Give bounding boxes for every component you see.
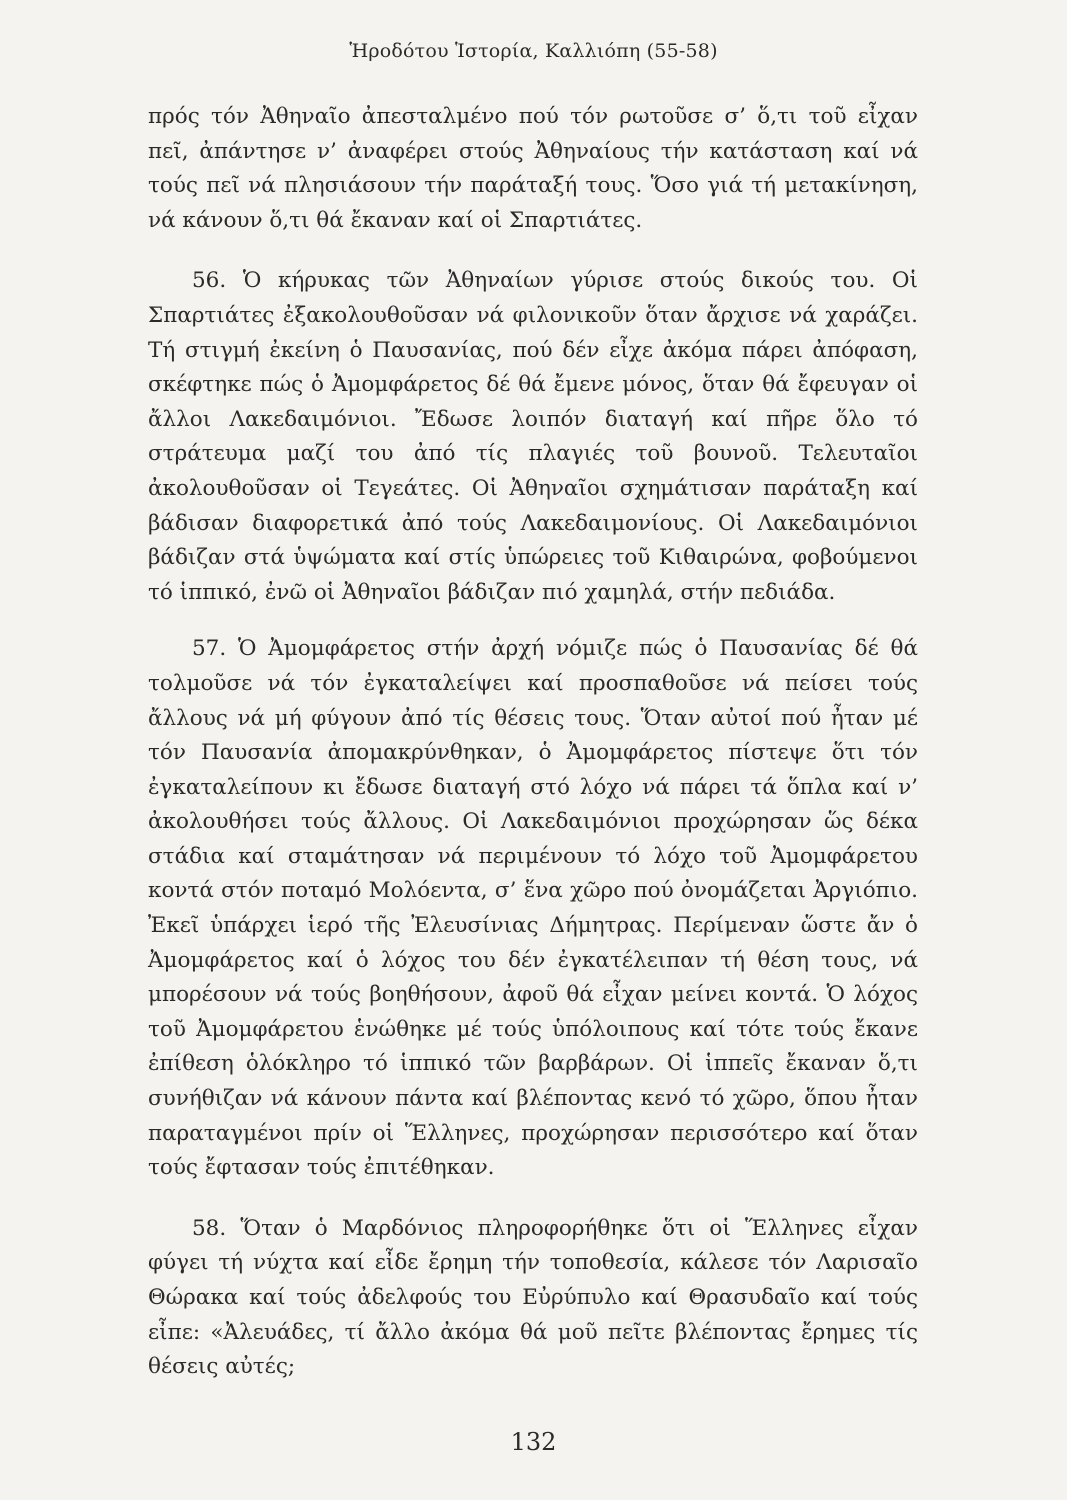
paragraph-55-continuation: πρός τόν Ἀθηναῖο ἀπεσταλμένο πού τόν ρωτοῦσε σ’ ὅ,τι τοῦ εἶχαν πεῖ, ἀπάντησε ν’ ἀναφέρει στούς Ἀθηναίους τήν κατάσταση καί νά τούς πεῖ νά πλησιάσουν τήν παράταξή τους. Ὅσο γιά τή μετακίνηση, νά κάνουν ὅ,τι θά ἔκαναν καί οἱ Σπαρτιάτες. <box>148 104 918 233</box>
paragraph-58: 58. Ὅταν ὁ Μαρδόνιος πληροφορήθηκε ὅτι οἱ Ἕλληνες εἶχαν φύγει τή νύχτα καί εἶδε ἔρημη τήν τοποθεσία, κάλεσε τόν Λαρισαῖο Θώρακα καί τούς ἀδελφούς του Εὐρύπυλο καί Θρασυδαῖο καί τούς εἶπε: «Ἀλευάδες, τί ἄλλο ἀκόμα θά μοῦ πεῖτε βλέποντας ἔρημες τίς θέσεις αὐτές; <box>148 1215 918 1380</box>
paragraph-56: 56. Ὁ κήρυκας τῶν Ἀθηναίων γύρισε στούς δικούς του. Οἱ Σπαρτιάτες ἐξακολουθοῦσαν νά φιλονικοῦν ὅταν ἄρχισε νά χαράζει. Τή στιγμή ἐκείνη ὁ Παυσανίας, πού δέν εἶχε ἀκόμα πάρει ἀπόφαση, σκέφτηκε πώς ὁ Ἀμομφάρετος δέ θά ἔμενε μόνος, ὅταν θά ἔφευγαν οἱ ἄλλοι Λακεδαιμόνιοι. Ἔδωσε λοιπόν διαταγή καί πῆρε ὅλο τό στράτευμα μαζί του ἀπό τίς πλαγιές τοῦ βουνοῦ. Τελευταῖοι ἀκολουθοῦσαν οἱ Τεγεάτες. Οἱ Ἀθηναῖοι σχημάτισαν παράταξη καί βάδισαν διαφορετικά ἀπό τούς Λακεδαιμονίους. Οἱ Λακεδαιμόνιοι βάδιζαν στά ὑψώματα καί στίς ὑπώρειες τοῦ Κιθαιρώνα, φοβούμενοι τό ἱππικό, ἐνῶ οἱ Ἀθηναῖοι βάδιζαν πιό χαμηλά, στήν πεδιάδα. <box>148 268 918 605</box>
body-text <box>148 100 918 1385</box>
page-number: 132 <box>510 1428 557 1456</box>
running-head-title: Ἡροδότου Ἱστορία, Καλλιόπη (55-58) <box>349 40 718 62</box>
paragraph-57: 57. Ὁ Ἀμομφάρετος στήν ἀρχή νόμιζε πώς ὁ Παυσανίας δέ θά τολμοῦσε νά τόν ἐγκαταλείψει καί προσπαθοῦσε νά πείσει τούς ἄλλους νά μή φύγουν ἀπό τίς θέσεις τους. Ὅταν αὐτοί πού ἦταν μέ τόν Παυσανία ἀπομακρύνθηκαν, ὁ Ἀμομφάρετος πίστεψε ὅτι τόν ἐγκαταλείπουν κι ἔδωσε διαταγή στό λόχο νά πάρει τά ὅπλα καί ν’ ἀκολουθήσει τούς ἄλλους. Οἱ Λακεδαιμόνιοι προχώρησαν ὥς δέκα στάδια καί σταμάτησαν νά περιμένουν τό λόχο τοῦ Ἀμομφάρετου κοντά στόν ποταμό Μολόεντα, σ’ ἕνα χῶρο πού ὀνομάζεται Ἀργιόπιο. Ἐκεῖ ὑπάρχει ἱερό τῆς Ἐλευσίνιας Δήμητρας. Περίμεναν ὥστε ἄν ὁ Ἀμομφάρετος καί ὁ λόχος του δέν ἐγκατέλειπαν τή θέση τους, νά μπορέσουν νά τούς βοηθήσουν, ἀφοῦ θά εἶχαν μείνει κοντά. Ὁ λόχος τοῦ Ἀμομφάρετου ἑνώθηκε μέ τούς ὑπόλοιπους καί τότε τούς ἔκανε ἐπίθεση ὁλόκληρο τό ἱππικό τῶν βαρβάρων. Οἱ ἱππεῖς ἔκαναν ὅ,τι συνήθιζαν νά κάνουν πάντα καί βλέποντας κενό τό χῶρο, ὅπου ἦταν παραταγμένοι πρίν οἱ Ἕλληνες, προχώρησαν περισσότερο καί ὅταν τούς ἔφτασαν τούς ἐπιτέθηκαν. <box>148 636 918 1181</box>
